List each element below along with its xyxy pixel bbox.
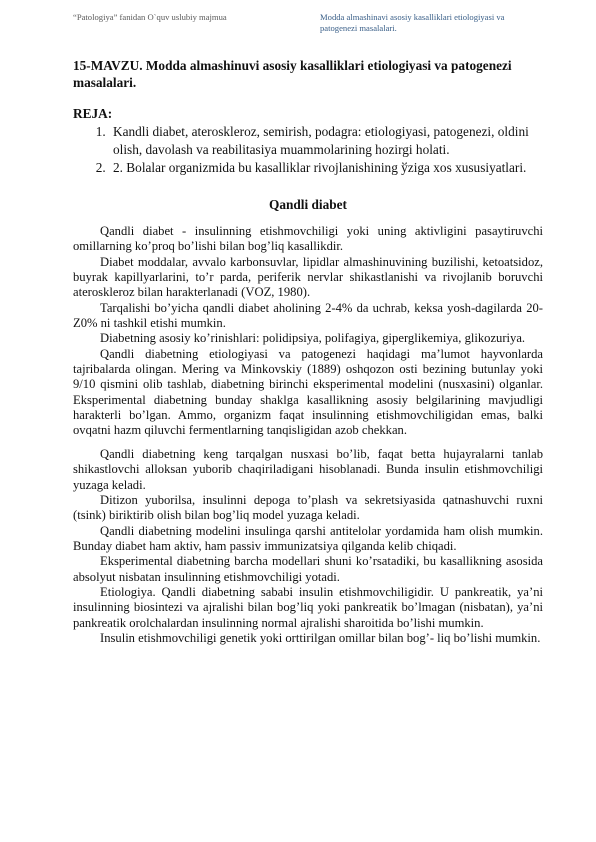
page-title: 15-MAVZU. Modda almashinuvi asosiy kasalliklari etiologiyasi va patogenezi masalalari.: [73, 58, 512, 90]
plan-heading: REJA:: [73, 106, 113, 121]
paragraph-3: Tarqalishi bo’yicha qandli diabet aholining 2-4% da uchrab, keksa yosh-dagilarda 20-Z0% ni tashkil etishi mumkin.: [73, 300, 543, 331]
plan-item-2: 2. 2. Bolalar organizmida bu kasalliklar rivojlanishining ўziga xos xususiyatlari.: [109, 159, 543, 177]
plan-item-1: 1. Kandli diabet, ateroskleroz, semirish, podagra: etiologiyasi, patogenezi, oldini olish, davolash va reabilitasiya muammolarining hozirgi holati.: [109, 123, 543, 159]
paragraph-5: Qandli diabetning etiologiyasi va patogenezi haqidagi ma’lumot hayvonlarda tajribalarda olingan. Mering va Minkovskiy (1889) oshqozon osti bezining butunlay yoki 9/10 qismini olib tashlab, diabetning birinchi eksperimental modelini (nusxasini) olganlar. Eksperimental diabetning bunday shaklga kasallikning asosiy belgilarining mavjudligi harakterli bo’lgan. Ammo, organizm faqat insulinning etishmovchiligidan emas, balki ovqatni hazm qiluvchi fermentlarning tanqisligidan azob chekkan.: [73, 346, 543, 438]
document-body: [73, 58, 543, 646]
running-header-right: Modda almashinavi asosiy kasalliklari etiologiyasi va patogenezi masalalari.: [320, 12, 505, 33]
paragraph-6: Qandli diabetning keng tarqalgan nusxasi bo’lib, faqat betta hujayralarni tanlab shikastlovchi alloksan yuborib chaqiriladigani hisoblanadi. Bunda insulin etishmovchiligi yuzaga keladi.: [73, 446, 543, 492]
paragraph-11: Insulin etishmovchiligi genetik yoki orttirilgan omillar bilan bog’- liq bo’lishi mumkin.: [100, 630, 541, 645]
running-header-left: “Patologiya” fanidan O`quv uslubiy majmua: [73, 12, 227, 22]
paragraph-10: Etiologiya. Qandli diabetning sababi insulin etishmovchiligidir. U pankreatik, ya’ni insulinning biosintezi va ajralishi bilan bog’liq yoki pankreatik bo’lmagan (nisbatan), ya’ni pankreatik orolchalardan insulinning normal ajralishi sharoitida bo’lishi mumkin.: [73, 584, 543, 630]
plan-list: [73, 123, 543, 177]
paragraph-7: Ditizon yuborilsa, insulinni depoga to’plash va sekretsiyasida qatnashuvchi ruxni (tsink) biriktirib olish bilan bog’liq model yuzaga keladi.: [73, 492, 543, 523]
paragraph-9: Eksperimental diabetning barcha modellari shuni ko’rsatadiki, bu kasallikning asosida absolyut nisbatan insulinning etishmovchiligi yotadi.: [73, 554, 543, 584]
paragraph-2: Diabet moddalar, avvalo karbonsuvlar, lipidlar almashinuvining buzilishi, ketoatsidoz, buyrak kapillyarlarini, to’r parda, periferik nervlar shikastlanishi va rivojlanib boruvchi ateroskleroz bilan harakterlanadi (VOZ, 1980).: [73, 254, 543, 300]
paragraph-4: Diabetning asosiy ko’rinishlari: polidipsiya, polifagiya, giperglikemiya, glikozuriya.: [100, 331, 526, 346]
paragraph-1: Qandli diabet - insulinning etishmovchiligi yoki uning aktivligini pasaytiruvchi omillarning ko’proq bo’lishi bilan bog’liq kasallikdir.: [73, 224, 543, 254]
section-heading: Qandli diabet: [269, 197, 347, 212]
paragraph-8: Qandli diabetning modelini insulinga qarshi antitelolar yordamida ham olish mumkin. Bunday diabet ham aktiv, ham passiv immunizatsiya qilganda kelib chiqadi.: [73, 523, 543, 553]
